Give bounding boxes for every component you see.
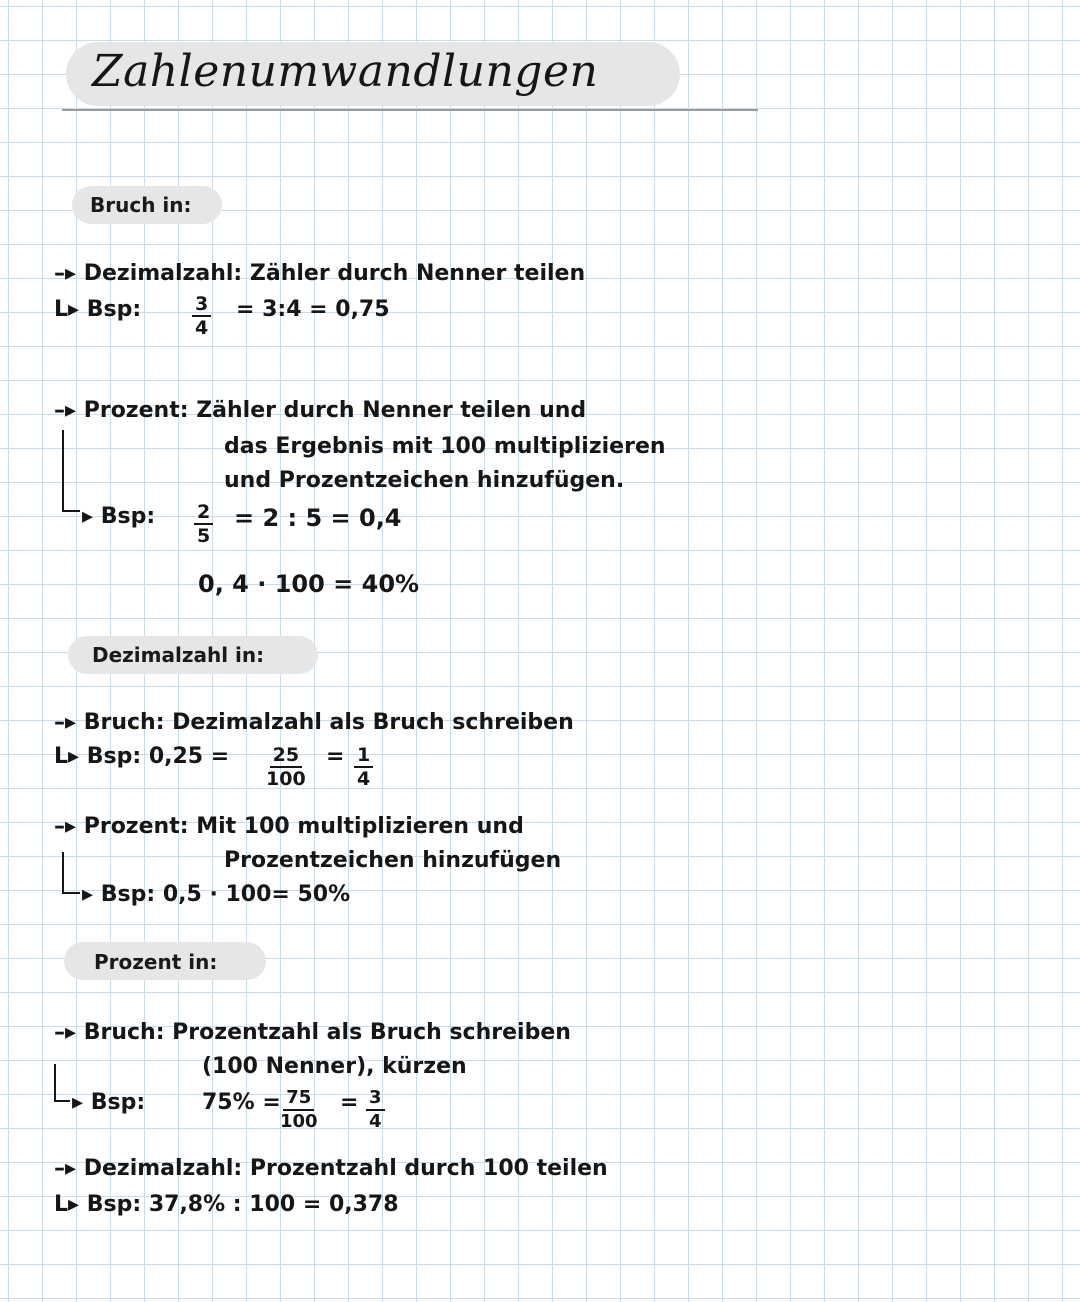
example-label: Bsp: <box>90 1090 146 1115</box>
rule-label: Dezimalzahl: <box>83 261 243 286</box>
section-heading-bruch: Bruch in: <box>90 193 192 217</box>
page-title: Zahlenumwandlungen <box>92 46 599 97</box>
example-label: Bsp: <box>86 744 142 769</box>
rule-text-line-2: das Ergebnis mit 100 multiplizieren <box>224 434 666 459</box>
rule-text: Mit 100 multiplizieren und <box>196 814 524 839</box>
example-label: Bsp: <box>86 1192 142 1217</box>
fraction <box>366 1088 385 1132</box>
arrow-icon: –▸ <box>54 261 77 286</box>
example-equation: = 3:4 = 0,75 <box>236 297 390 322</box>
example-equals: = <box>340 1090 359 1115</box>
bracket-line <box>54 1064 70 1102</box>
rule-text: Prozentzahl als Bruch schreiben <box>172 1020 571 1045</box>
fraction <box>354 745 373 789</box>
arrow-icon: –▸ <box>54 710 77 735</box>
rule-bruch-prozent <box>54 398 586 423</box>
rule-label: Prozent: <box>83 814 189 839</box>
example-equation: 0,5 · 100= 50% <box>162 882 351 907</box>
fraction <box>280 1088 318 1132</box>
example-prozent-bruch <box>72 1090 145 1115</box>
rule-label: Dezimalzahl: <box>83 1156 243 1181</box>
rule-text: Dezimalzahl als Bruch schreiben <box>172 710 574 735</box>
arrow-icon: –▸ <box>54 1156 77 1181</box>
arrow-head-icon: ▸ <box>82 504 94 529</box>
section-heading-prozent: Prozent in: <box>94 950 218 974</box>
rule-text: Prozentzahl durch 100 teilen <box>249 1156 608 1181</box>
rule-label: Bruch: <box>83 1020 165 1045</box>
example-label: Bsp: <box>86 297 142 322</box>
fraction-numerator: 3 <box>366 1088 385 1111</box>
example-label: Bsp: <box>100 882 156 907</box>
fraction-denominator: 5 <box>197 525 211 547</box>
example-equation: = 2 : 5 = 0,4 <box>234 504 402 532</box>
fraction-denominator: 4 <box>369 1111 382 1132</box>
sub-arrow-icon: L▸ <box>54 744 80 769</box>
rule-text: Zähler durch Nenner teilen und <box>196 398 587 423</box>
rule-bruch-dezimalzahl <box>54 261 585 286</box>
rule-label: Bruch: <box>83 710 165 735</box>
arrow-head-icon: ▸ <box>82 882 94 907</box>
fraction-numerator: 75 <box>283 1088 314 1111</box>
fraction-denominator: 4 <box>357 768 371 790</box>
fraction <box>266 745 306 789</box>
example-equation-line-2: 0, 4 · 100 = 40% <box>198 570 420 598</box>
fraction-numerator: 1 <box>354 745 373 768</box>
example-bruch-dezimalzahl <box>54 297 141 322</box>
example-equals: = <box>326 744 345 769</box>
fraction-numerator: 25 <box>270 745 302 768</box>
example-equation: 37,8% : 100 = 0,378 <box>148 1192 399 1217</box>
section-heading-dezimalzahl: Dezimalzahl in: <box>92 643 265 667</box>
sub-arrow-icon: L▸ <box>54 1192 80 1217</box>
fraction <box>192 294 211 338</box>
example-start: 0,25 = <box>148 744 230 769</box>
example-bruch-prozent <box>82 504 155 529</box>
rule-text-line-3: und Prozentzeichen hinzufügen. <box>224 468 625 493</box>
rule-prozent-bruch <box>54 1020 571 1045</box>
rule-prozent-dezimalzahl <box>54 1156 608 1181</box>
arrow-icon: –▸ <box>54 1020 77 1045</box>
rule-dezimal-prozent <box>54 814 524 839</box>
example-label: Bsp: <box>100 504 156 529</box>
fraction <box>194 502 213 546</box>
title-underline <box>62 109 758 111</box>
example-dezimal-bruch <box>54 744 229 769</box>
bracket-line <box>62 430 80 512</box>
fraction-numerator: 3 <box>192 294 211 317</box>
arrow-icon: –▸ <box>54 814 77 839</box>
fraction-denominator: 100 <box>266 768 306 790</box>
rule-label: Prozent: <box>83 398 189 423</box>
arrow-icon: –▸ <box>54 398 77 423</box>
fraction-denominator: 4 <box>195 317 209 339</box>
example-start: 75% = <box>202 1090 281 1115</box>
sub-arrow-icon: L▸ <box>54 297 80 322</box>
rule-dezimal-bruch <box>54 710 574 735</box>
rule-text: Zähler durch Nenner teilen <box>249 261 586 286</box>
example-dezimal-prozent <box>82 882 350 907</box>
arrow-head-icon: ▸ <box>72 1090 84 1115</box>
fraction-numerator: 2 <box>194 502 213 525</box>
rule-text-line-2: (100 Nenner), kürzen <box>202 1054 467 1079</box>
bracket-line <box>62 852 80 894</box>
example-prozent-dezimalzahl <box>54 1192 399 1217</box>
rule-text-line-2: Prozentzeichen hinzufügen <box>224 848 562 873</box>
fraction-denominator: 100 <box>280 1111 318 1132</box>
